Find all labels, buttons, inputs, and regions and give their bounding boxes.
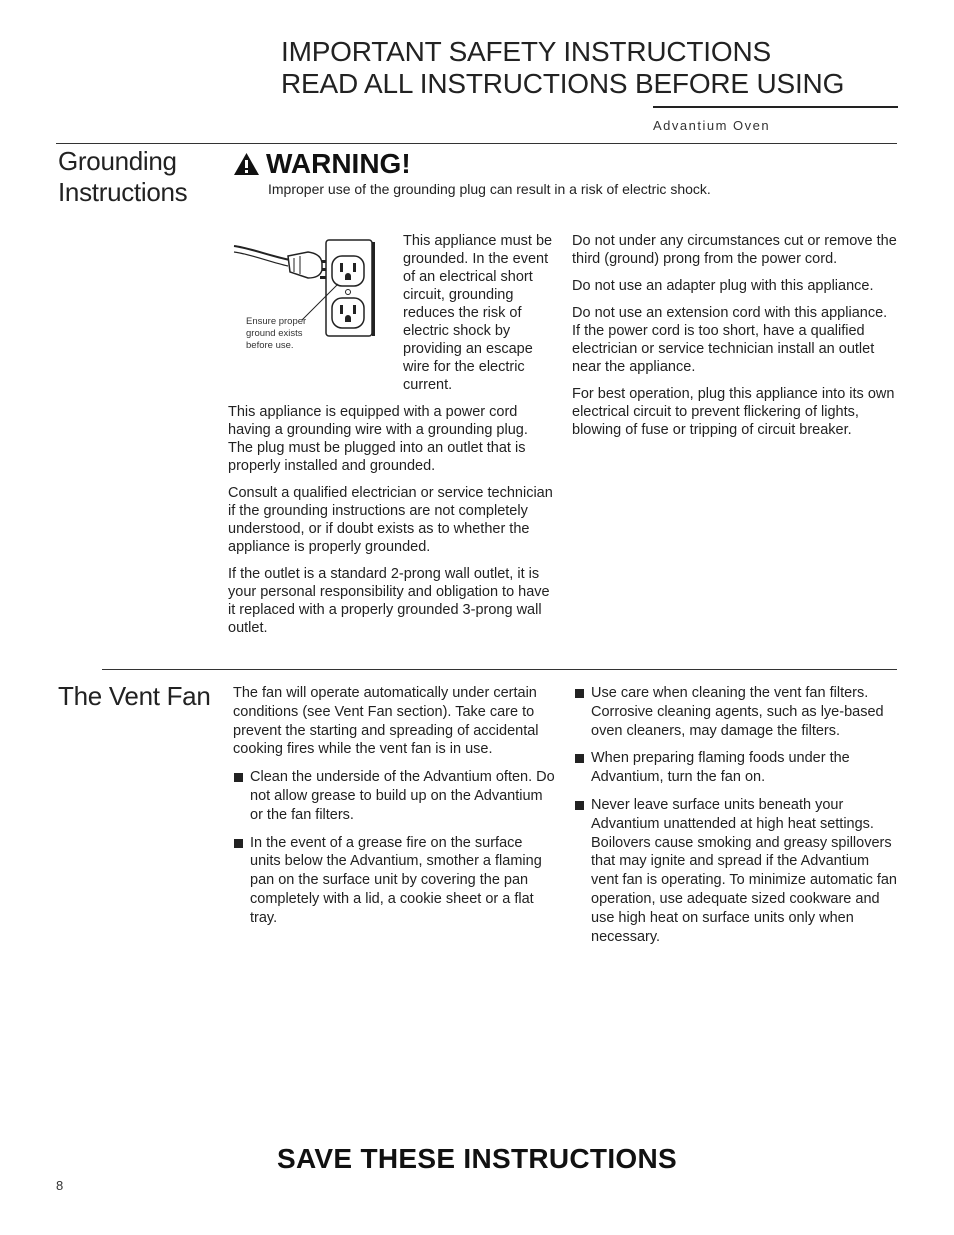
grounding-title-line-1: Grounding xyxy=(58,146,177,176)
list-item: When preparing flaming foods under the Advantium, turn the fan on. xyxy=(574,749,900,787)
grounding-left-column xyxy=(228,403,556,646)
warning-label: WARNING! xyxy=(266,148,411,179)
grounding-paragraph: Do not use an adapter plug with this appliance. xyxy=(572,278,874,294)
grounding-paragraph: Do not under any circumstances cut or remove the third (ground) prong from the power cord. xyxy=(572,233,897,267)
warning-heading xyxy=(233,148,411,180)
grounding-right-column xyxy=(572,232,899,448)
list-item: Never leave surface units beneath your Advantium unattended at high heat settings. Boilovers cause smoking and greasy spillovers that may ignite and spread if the Advantium vent fan is operating. To minimize automatic fan operation, use adequate sized cookware and use high heat on surface units only when necessary. xyxy=(574,796,900,946)
vent-fan-section-title: The Vent Fan xyxy=(58,681,211,711)
section-divider-top xyxy=(56,143,897,144)
save-instructions-banner: SAVE THESE INSTRUCTIONS xyxy=(277,1143,677,1174)
grounding-paragraph: Consult a qualified electrician or service technician if the grounding instructions are not completely understood, or if doubt exists as to whether the appliance is properly grounded. xyxy=(228,485,553,555)
section-divider-middle xyxy=(102,669,897,670)
warning-triangle-icon xyxy=(233,152,260,176)
grounding-title-line-2: Instructions xyxy=(58,177,188,207)
bullet-square-icon xyxy=(234,773,243,782)
bullet-square-icon xyxy=(234,839,243,848)
vent-fan-intro: The fan will operate automatically under certain conditions (see Vent Fan section). Take care to prevent the starting and spreading of accidental cooking fires while the vent fan is in use. xyxy=(233,685,539,758)
warning-text: Improper use of the grounding plug can result in a risk of electric shock. xyxy=(268,181,711,197)
illustration-caption: Ensure proper ground exists before use. xyxy=(246,316,307,351)
vent-fan-left-bullets xyxy=(233,768,555,927)
vent-fan-right-column xyxy=(574,684,900,955)
page-number: 8 xyxy=(56,1178,64,1193)
bullet-square-icon xyxy=(575,689,584,698)
grounding-paragraph: If the outlet is a standard 2-prong wall outlet, it is your personal responsibility and obligation to have it replaced with a properly grounded 3-prong wall outlet. xyxy=(228,566,550,636)
grounding-section-title xyxy=(58,146,187,208)
header-title-line-1: IMPORTANT SAFETY INSTRUCTIONS xyxy=(281,36,771,67)
page-header-title xyxy=(281,36,844,100)
grounding-paragraph: For best operation, plug this appliance into its own electrical circuit to prevent flickering of lights, blowing of fuse or tripping of circuit breaker. xyxy=(572,386,895,438)
grounding-paragraph: Do not use an extension cord with this appliance. If the power cord is too short, have a qualified electrician or service technician install an outlet near the appliance. xyxy=(572,305,888,375)
grounding-side-text: This appliance must be grounded. In the event of an electrical short circuit, grounding reduces the risk of electric shock by providing an escape wire for the electric current. xyxy=(403,233,553,393)
header-title-line-2: READ ALL INSTRUCTIONS BEFORE USING xyxy=(281,68,845,99)
list-item: Clean the underside of the Advantium often. Do not allow grease to build up on the Advantium or the fan filters. xyxy=(233,768,555,824)
product-name: Advantium Oven xyxy=(653,118,771,133)
header-divider xyxy=(653,106,898,108)
grounding-paragraph: This appliance is equipped with a power cord having a grounding wire with a grounding plug. The plug must be plugged into an outlet that is properly installed and grounded. xyxy=(228,404,528,474)
vent-fan-left-column xyxy=(233,684,555,937)
list-item: Use care when cleaning the vent fan filters. Corrosive cleaning agents, such as lye-based oven cleaners, may damage the filters. xyxy=(574,684,900,740)
bullet-square-icon xyxy=(575,754,584,763)
bullet-square-icon xyxy=(575,801,584,810)
vent-fan-right-bullets xyxy=(574,684,900,946)
list-item: In the event of a grease fire on the surface units below the Advantium, smother a flaming pan on the surface unit by covering the pan completely with a lid, a cookie sheet or a flat tray. xyxy=(233,834,555,928)
